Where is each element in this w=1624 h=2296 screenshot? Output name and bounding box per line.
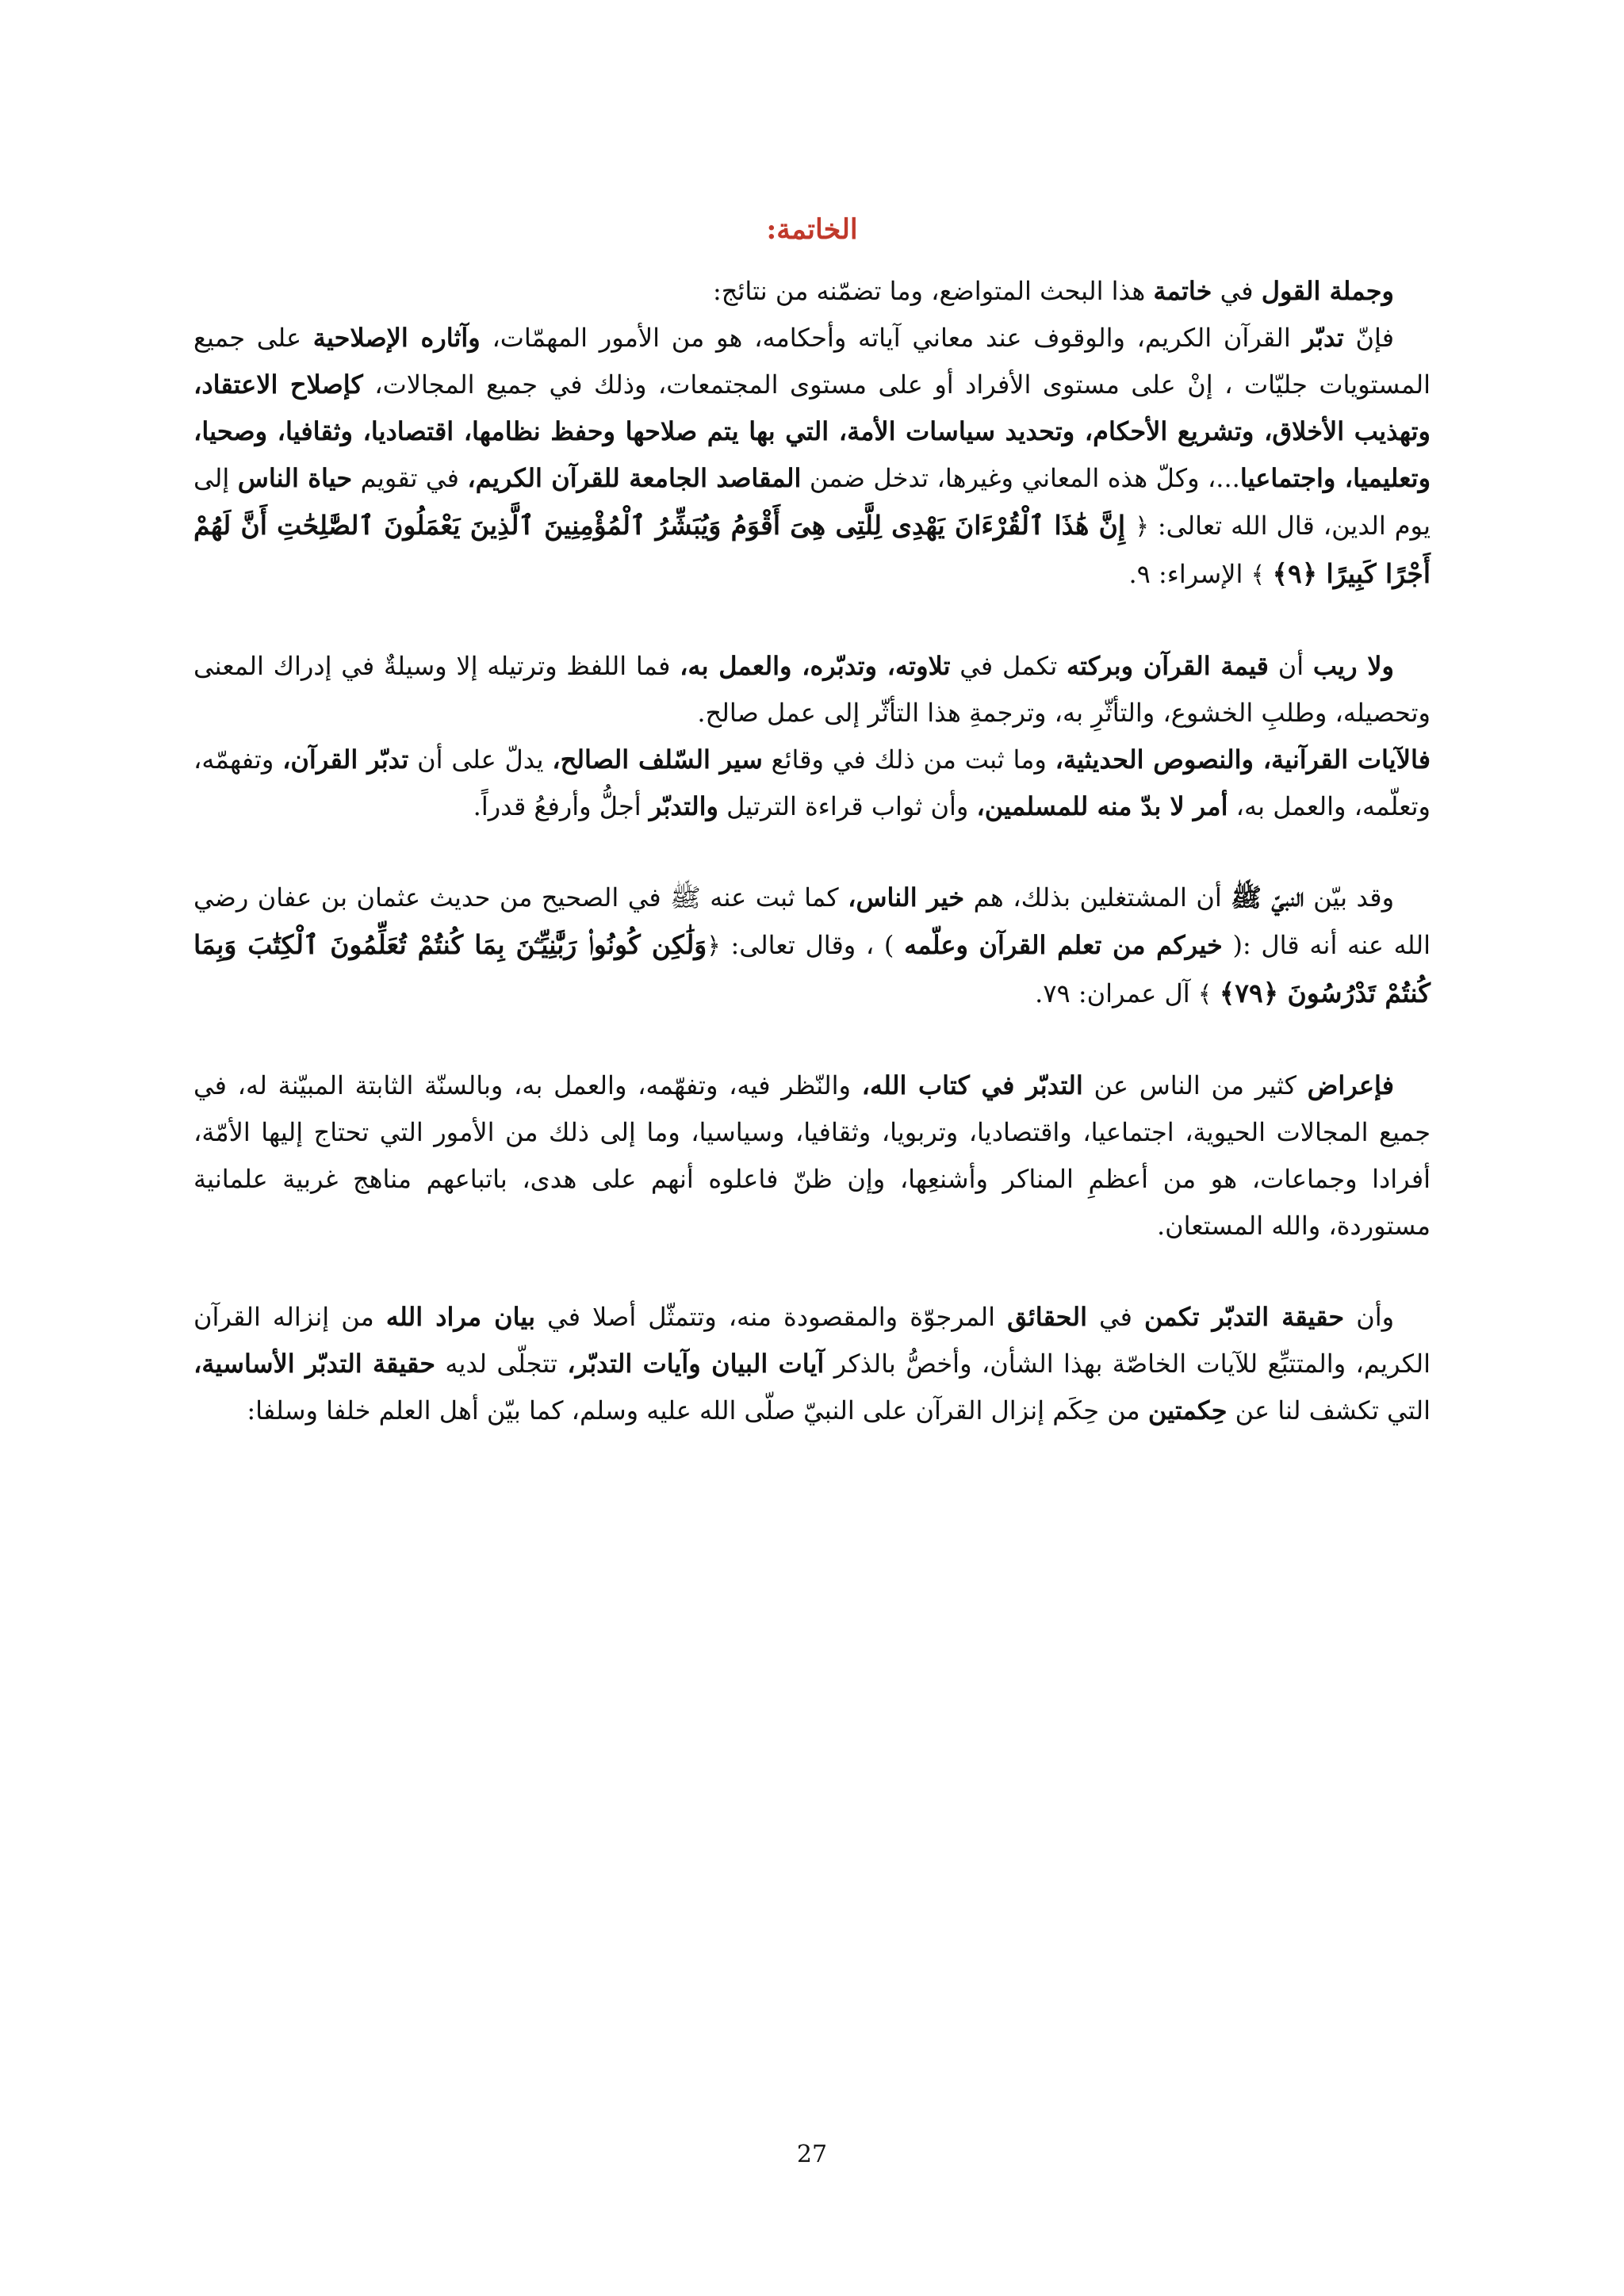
body-text: وأن <box>1344 1302 1395 1332</box>
bold-text: تلاوته، وتدبّره، والعمل به، <box>680 651 951 681</box>
bold-text: وجملة القول <box>1261 276 1394 306</box>
bold-text: قيمة القرآن وبركته <box>1067 651 1269 681</box>
body-text: من إنزاله القرآن الكريم، والمتتبِّع للآيات الخاصّة بهذا الشأن، وأخصُّ بالذكر <box>193 1302 1431 1379</box>
bold-text: حقيقة التدبّر الأساسية، <box>193 1349 435 1379</box>
paragraph-spacer <box>193 599 1431 643</box>
paragraph-verses-and-hadith <box>193 737 1431 830</box>
verse-reference: آل عمران: ٧٩. <box>1035 978 1198 1008</box>
verse-open-bracket: ﴿ <box>1135 513 1149 541</box>
bold-text: حِكمتين <box>1147 1395 1228 1425</box>
hadith-text: خيركم من تعلم القرآن وعلّمه <box>904 930 1223 960</box>
body-text: فما اللفظ وترتيله إلا وسيلةٌ في إدراك المعنى وتحصيله، وطلبِ الخشوع، والتأثّرِ به، وترجمةِ هذا التأثّر إلى عمل صالح. <box>193 651 1431 728</box>
body-text: القرآن الكريم، والوقوف عند معاني آياته وأحكامه، هو من الأمور المهمّات، <box>480 323 1303 353</box>
paragraph-turning-away <box>193 1062 1431 1249</box>
bold-text: النبيّ ﷺ <box>1231 882 1304 913</box>
bold-text: المقاصد الجامعة للقرآن الكريم، <box>467 463 802 493</box>
body-text: كثير من الناس عن <box>1082 1070 1308 1100</box>
bold-text: كإصلاح الاعتقاد، وتهذيب الأخلاق، وتشريع الأحكام، وتحديد سياسات الأمة، التي بها يتم صلاحها وحفظ نظامها، اقتصاديا، وثقافيا، وصحيا، وتعليميا، واجتماعيا <box>193 369 1431 493</box>
bold-text: والتدبّر <box>649 791 718 821</box>
bold-text: آيات البيان وآيات التدبّر، <box>567 1349 825 1379</box>
body-text: وتفهمّه، وتعلّمه، والعمل به، <box>193 744 1431 821</box>
bold-text: خير الناس، <box>848 882 965 913</box>
body-text: تتجلّى لديه <box>435 1349 568 1379</box>
body-text: ) ، وقال تعالى: <box>720 930 905 960</box>
body-text: في <box>1086 1302 1145 1332</box>
bold-text: تدبّر <box>1302 323 1344 353</box>
paragraph-intro <box>193 268 1431 315</box>
body-text: ...، وكلّ هذه المعاني وغيرها، تدخل ضمن <box>801 463 1240 493</box>
bold-text: أمر لا بدّ منه للمسلمين، <box>976 791 1228 821</box>
body-text: فإنّ <box>1343 323 1395 353</box>
body-text: أن <box>1268 651 1313 681</box>
body-text: كما ثبت عنه ﷺ في الصحيح من حديث عثمان بن عفان رضي الله عنه أنه قال :( <box>193 882 1431 960</box>
body-text: وقد بيّن <box>1304 882 1395 913</box>
bold-text: سير السّلف الصالح، <box>552 744 763 775</box>
body-text: تكمل في <box>950 651 1067 681</box>
bold-text: بيان مراد الله <box>385 1302 535 1332</box>
body-text: أن المشتغلين بذلك، هم <box>964 882 1231 913</box>
bold-text: الحقائق <box>1007 1302 1087 1332</box>
paragraph-prophet-hadith <box>193 874 1431 1018</box>
bold-text: ولا ريب <box>1312 651 1394 681</box>
bold-text: التدبّر في كتاب الله، <box>861 1070 1083 1100</box>
body-text: المرجوّة والمقصودة منه، وتتمثّل أصلا في <box>534 1302 1008 1332</box>
paragraph-value-of-quran <box>193 643 1431 737</box>
body-text: والنّظر فيه، وتفهّمه، والعمل به، وبالسنّة الثابتة المبيّنة له، في جميع المجالات الحيوية، اجتماعيا، واقتصاديا، وتربويا، وثقافيا، وسياسيا، وما إلى ذلك من الأمور التي تحتاج إليها الأمّة، أفرادا وجماعات، هو من أعظمِ المناكر وأشنعِها، وإن ظنّ فاعلوه أنهم على هدى، باتباعهم مناهج غربية علمانية مستوردة، والله المستعان. <box>193 1070 1431 1241</box>
bold-text: حقيقة التدبّر تكمن <box>1144 1302 1345 1332</box>
section-heading: الخاتمة: <box>766 213 858 246</box>
body-text: التي تكشف لنا عن <box>1227 1395 1431 1425</box>
verse-close-bracket: ﴾ <box>1197 981 1220 1008</box>
verse-reference: الإسراء: ٩. <box>1128 559 1251 589</box>
bold-text: فإعراض <box>1307 1070 1395 1100</box>
body-text: يدلّ على أن <box>408 744 553 775</box>
body-text: هذا البحث المتواضع، وما تضمّنه من نتائج: <box>713 276 1154 306</box>
body-text: وأن ثواب قراءة الترتيل <box>718 791 977 821</box>
paragraph-spacer <box>193 1249 1431 1294</box>
body-text: إلى يوم الدين، قال الله تعالى: <box>193 463 1431 541</box>
body-text: في <box>1212 276 1262 306</box>
bold-text: وآثاره الإصلاحية <box>312 323 481 353</box>
paragraph-reality-of-tadabbur <box>193 1294 1431 1434</box>
body-text: في تقويم <box>352 463 468 493</box>
body-text: أجلُّ وأرفعُ قدراً. <box>473 791 649 821</box>
body-text: من حِكَم إنزال القرآن على النبيّ صلّى الله عليه وسلم، كما بيّن أهل العلم خلفا وسلفا: <box>247 1395 1148 1425</box>
bold-text: حياة الناس <box>237 463 353 493</box>
paragraph-spacer <box>193 1018 1431 1062</box>
body-text: وما ثبت من ذلك في وقائع <box>762 744 1055 775</box>
verse-open-bracket: ﴿ <box>707 932 721 960</box>
body-text: على جميع المستويات جليّات ، إنْ على مستوى الأفراد أو على مستوى المجتمعات، وذلك في جميع المجالات، <box>193 323 1431 400</box>
bold-text: فالآيات القرآنية، والنصوص الحديثية، <box>1055 744 1431 775</box>
bold-text: تدبّر القرآن، <box>282 744 409 775</box>
quran-verse: إِنَّ هَٰذَا ٱلْقُرْءَانَ يَهْدِى لِلَّتِى هِىَ أَقْوَمُ وَيُبَشِّرُ ٱلْمُؤْمِنِينَ ٱلَّذِينَ يَعْمَلُونَ ٱلصَّٰلِحَٰتِ أَنَّ لَهُمْ أَجْرًا كَبِيرًا <box>193 510 1431 589</box>
page-number: 27 <box>796 2141 828 2168</box>
verse-close-bracket: ﴾ <box>1251 561 1273 589</box>
document-page <box>193 198 1431 2228</box>
paragraph-tadabbur <box>193 315 1431 599</box>
verse-number: ﴿٧٩﴾ <box>1219 978 1279 1008</box>
verse-number: ﴿٩﴾ <box>1272 558 1318 589</box>
paragraph-spacer <box>193 830 1431 874</box>
quran-verse: وَلَٰكِن كُونُوا۟ رَبَّٰنِيِّـۧنَ بِمَا كُنتُمْ تُعَلِّمُونَ ٱلْكِتَٰبَ وَبِمَا كُنتُمْ تَدْرُسُونَ <box>193 929 1431 1008</box>
bold-text: خاتمة <box>1153 276 1212 306</box>
